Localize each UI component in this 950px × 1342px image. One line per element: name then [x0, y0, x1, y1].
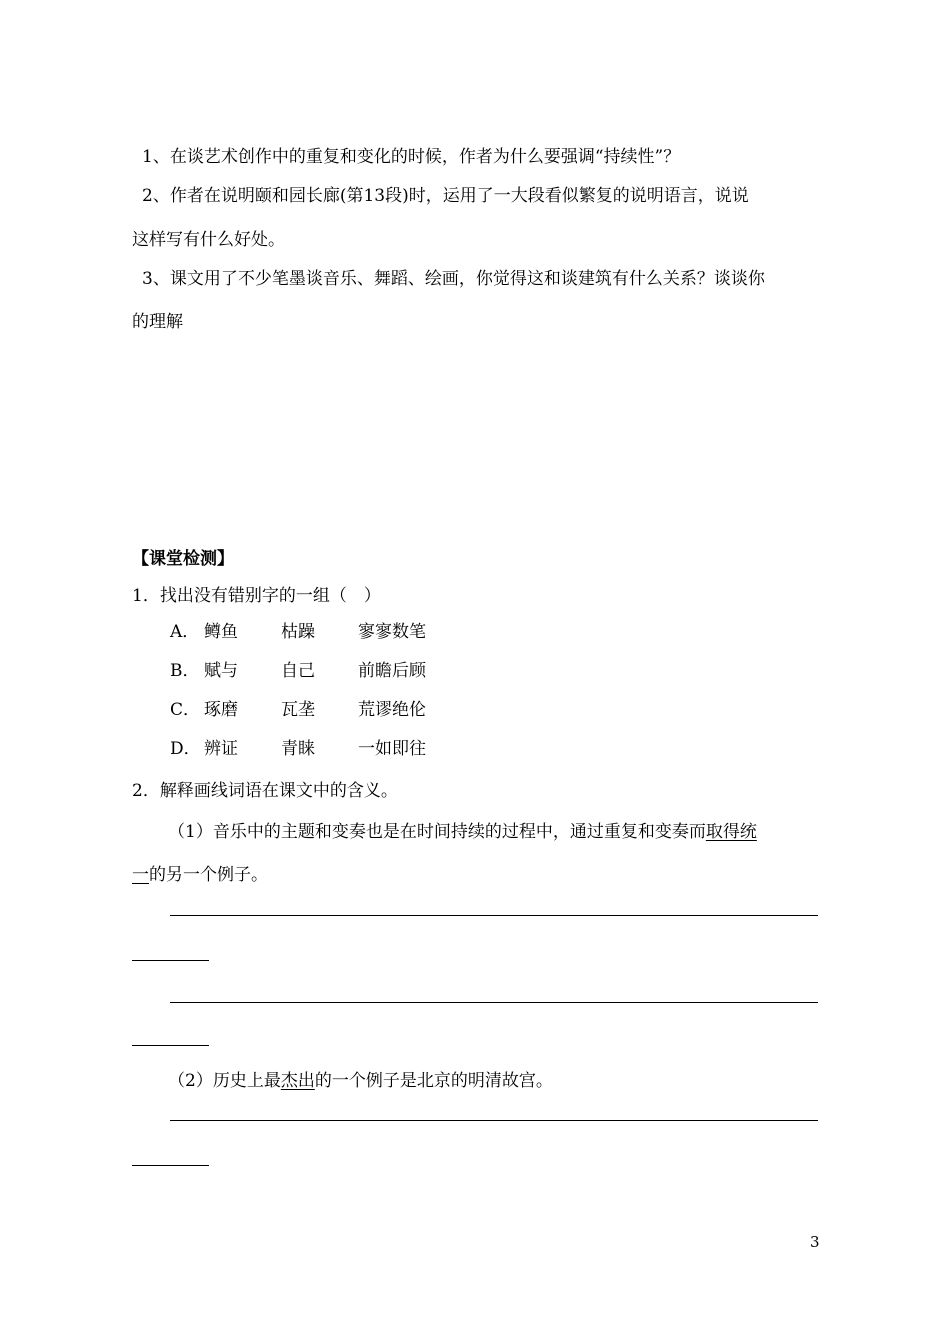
- sub-question-1-line-1: [168, 817, 757, 842]
- option-word-3: 一如即往: [358, 739, 426, 759]
- option-letter: B．: [170, 661, 200, 681]
- answer-line[interactable]: [132, 1165, 209, 1166]
- answer-line[interactable]: [170, 915, 818, 916]
- question-3-line-1: 3、课文用了不少笔墨谈音乐、舞蹈、绘画，你觉得这和谈建筑有什么关系？谈谈你: [142, 269, 765, 289]
- option-word-3: 荒谬绝伦: [358, 700, 426, 720]
- answer-line[interactable]: [170, 1002, 818, 1003]
- option-word-2: 青睐: [281, 739, 315, 759]
- sub-question-2-suffix: 的一个例子是北京的明清故宫。: [314, 1071, 553, 1091]
- question-2-line-2: 这样写有什么好处。: [132, 230, 285, 250]
- option-word-2: 枯躁: [281, 622, 315, 642]
- underlined-term-2: 杰出: [280, 1071, 315, 1091]
- option-letter: D．: [170, 739, 201, 759]
- answer-line[interactable]: [132, 960, 209, 961]
- question-2-line-1: 2、作者在说明颐和园长廊(第13段)时，运用了一大段看似繁复的说明语言，说说: [142, 186, 749, 206]
- sub-question-1-prefix: （1）音乐中的主题和变奏也是在时间持续的过程中，通过重复和变奏而: [168, 822, 706, 842]
- sub-question-1-line-2: [132, 860, 268, 885]
- test-item-2-stem: 2．解释画线词语在课文中的含义。: [132, 781, 398, 801]
- question-3-line-2: 的理解: [132, 312, 183, 332]
- sub-question-2-prefix: （2）历史上最: [168, 1071, 281, 1091]
- page-number: 3: [810, 1233, 820, 1251]
- answer-line[interactable]: [170, 1120, 818, 1121]
- answer-line[interactable]: [132, 1045, 209, 1046]
- option-word-1: 鳟鱼: [204, 622, 238, 642]
- option-letter: A．: [170, 622, 200, 642]
- option-word-1: 辨证: [204, 739, 238, 759]
- underlined-term-1a: 取得统: [705, 822, 757, 842]
- sub-question-2: [168, 1066, 553, 1091]
- question-1: 1、在谈艺术创作中的重复和变化的时候，作者为什么要强调“持续性”？: [142, 147, 681, 167]
- option-word-2: 自己: [281, 661, 315, 681]
- option-letter: C．: [170, 700, 201, 720]
- sub-question-1-suffix: 的另一个例子。: [149, 865, 268, 885]
- option-word-1: 赋与: [204, 661, 238, 681]
- option-word-3: 寥寥数笔: [358, 622, 426, 642]
- section-heading: 【课堂检测】: [132, 549, 234, 569]
- option-word-1: 琢磨: [204, 700, 238, 720]
- test-item-1-stem: 1．找出没有错别字的一组（ ）: [132, 586, 381, 606]
- option-word-2: 瓦垄: [281, 700, 315, 720]
- option-word-3: 前瞻后顾: [358, 661, 426, 681]
- underlined-term-1b: 一: [132, 865, 149, 885]
